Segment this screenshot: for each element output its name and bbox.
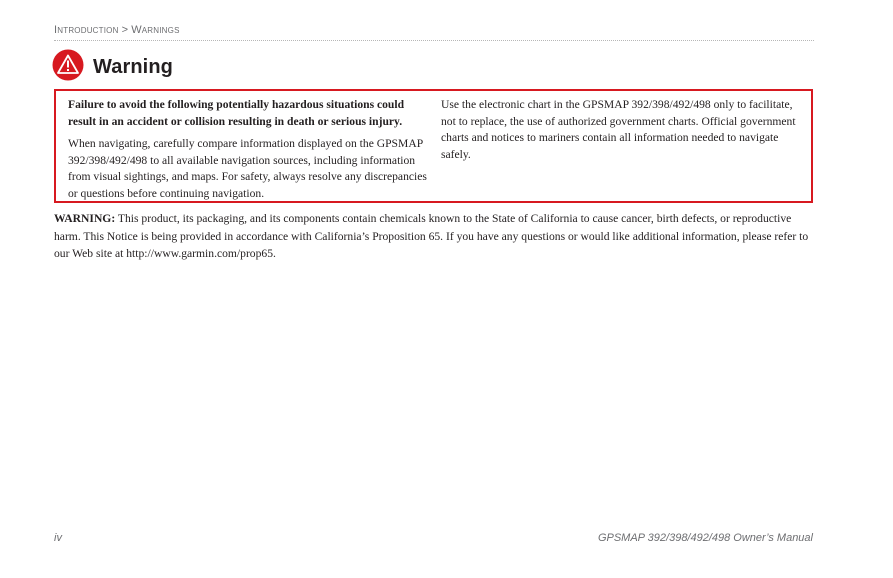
warning-box bbox=[54, 89, 813, 203]
page-number: iv bbox=[54, 532, 62, 544]
breadcrumb-section[interactable]: Introduction bbox=[54, 24, 119, 36]
notice-label: WARNING: bbox=[54, 212, 116, 225]
notice-text: This product, its packaging, and its components contain chemicals known to the State of California to cause cancer, birth defects, or reproductive harm. This Notice is being provided in accordance with California’s Proposition 65. If you have any questions or would like additional information, please refer to our Web site at http://www.garmin.com/prop65. bbox=[54, 212, 809, 260]
prop65-notice bbox=[54, 210, 814, 263]
warning-lead-text: Failure to avoid the following potentially hazardous situations could result in an accident or collision resulting in death or serious injury. bbox=[68, 98, 405, 128]
warning-triangle-icon bbox=[52, 49, 84, 86]
page-title: Warning bbox=[93, 55, 173, 78]
warning-left-column bbox=[68, 97, 428, 202]
breadcrumb-page: Warnings bbox=[131, 24, 180, 36]
manual-title: GPSMAP 392/398/492/498 Owner’s Manual bbox=[597, 532, 813, 544]
header-divider bbox=[54, 40, 814, 41]
warning-right-column bbox=[441, 97, 796, 163]
navigation-warning-text: When navigating, carefully compare information displayed on the GPSMAP 392/398/492/498 to all available navigation sources, including information from visual sightings, and maps. For safety, always resolve any discrepancies or questions before continuing navigation. bbox=[68, 137, 427, 200]
breadcrumb-separator: > bbox=[121, 24, 129, 36]
chart-warning-text: Use the electronic chart in the GPSMAP 392/398/492/498 only to facilitate, not to replace, the use of authorized government charts. Official government charts and notices to mariners contain all information needed to navigate safely. bbox=[441, 98, 796, 161]
breadcrumb bbox=[54, 24, 180, 36]
page-heading bbox=[52, 50, 173, 84]
